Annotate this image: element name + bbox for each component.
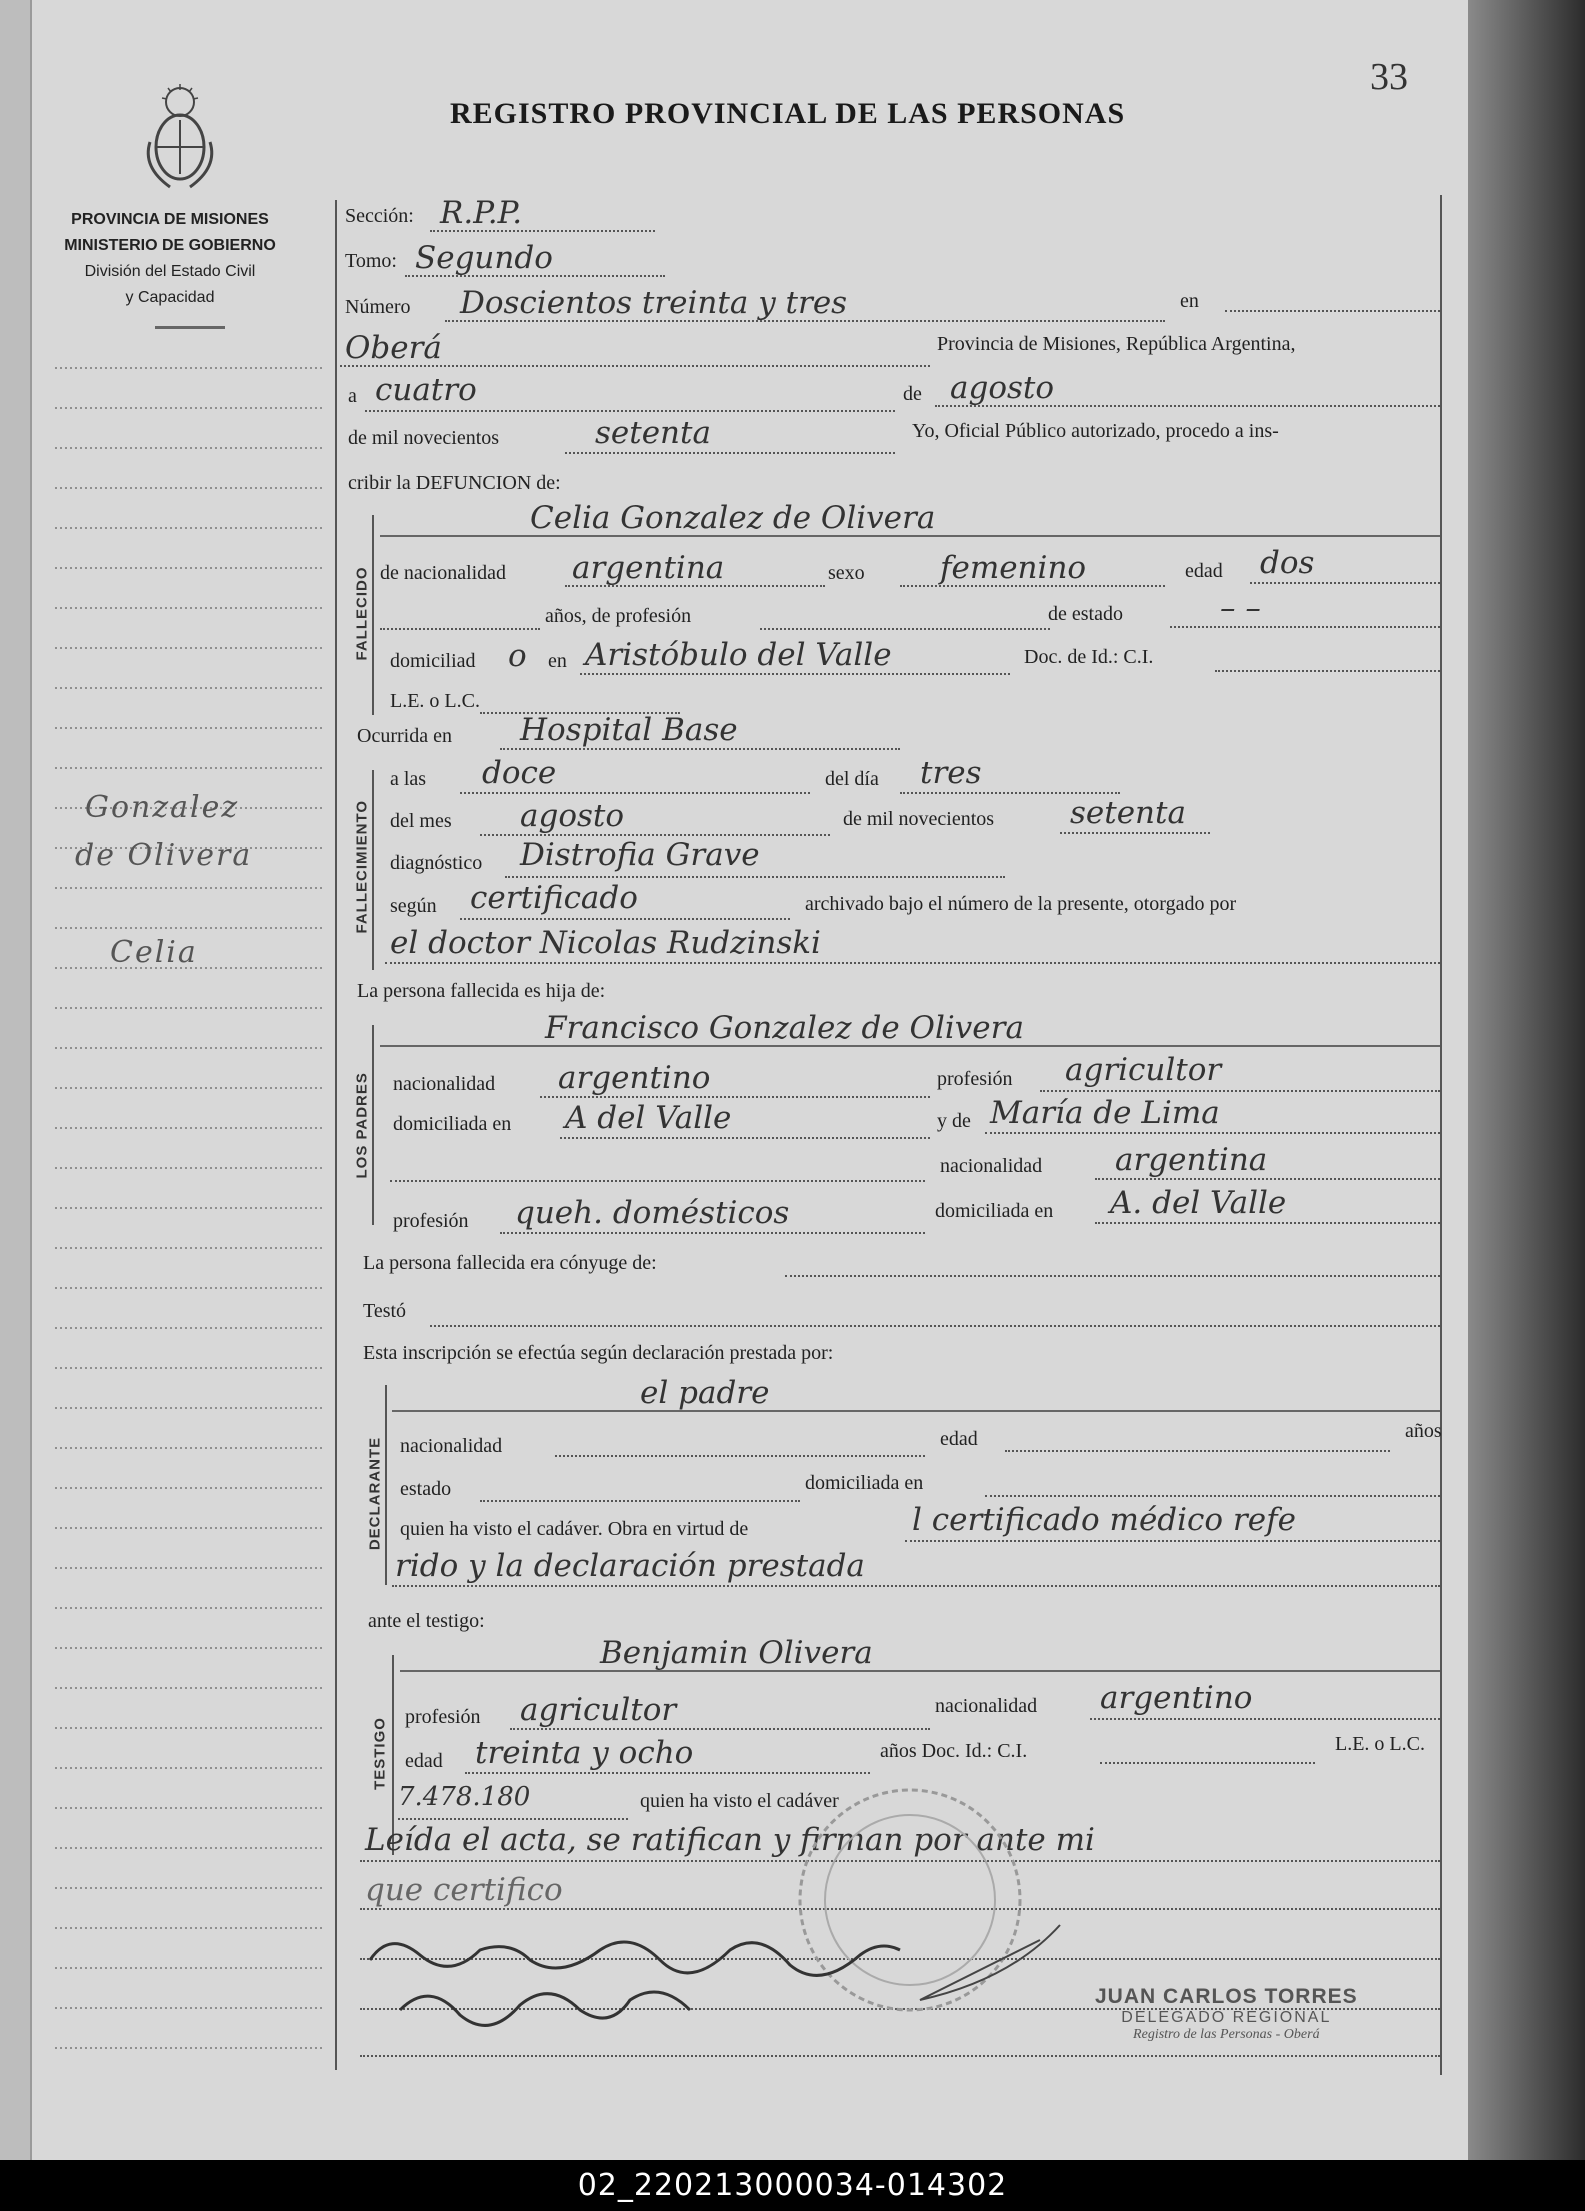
segun-line (460, 918, 790, 920)
declarante-edad-line (1005, 1450, 1390, 1452)
testo-line (430, 1325, 1440, 1327)
hora-line (460, 792, 810, 794)
testigo-prof-line (510, 1728, 930, 1730)
ano-fall-value: setenta (1070, 795, 1186, 831)
doctor-line (385, 962, 1440, 964)
book-edge (1468, 0, 1585, 2160)
padre-prof-line (1040, 1090, 1440, 1092)
provincia-text: Provincia de Misiones, República Argentina, (937, 333, 1296, 355)
testigo-name-line (400, 1670, 1440, 1672)
testo-label: Testó (363, 1300, 407, 1322)
y-de-label: y de (937, 1110, 971, 1132)
estado-value: – – (1220, 590, 1261, 626)
declarante-value: el padre (640, 1375, 770, 1411)
padre-dom-label: domiciliada en (393, 1113, 512, 1135)
quien-visto2-label: quien ha visto el cadáver (640, 1790, 839, 1812)
de-estado-label: de estado (1048, 603, 1123, 625)
a-label: a (348, 385, 357, 407)
testigo-prof-label: profesión (405, 1706, 481, 1728)
testigo-doc-value: 7.478.180 (398, 1782, 531, 1812)
segun-label: según (390, 895, 437, 917)
conyuge-line (785, 1275, 1440, 1277)
le-o-lc-label: L.E. o L.C. (1335, 1733, 1425, 1755)
padres-blank-line (390, 1180, 925, 1182)
obra-line (905, 1540, 1440, 1542)
diagnostico-label: diagnóstico (390, 852, 483, 874)
fallecido-name-line (380, 535, 1440, 537)
cribir-text: cribir la DEFUNCION de: (348, 472, 561, 494)
conyuge-label: La persona fallecida era cónyuge de: (363, 1252, 657, 1274)
le-lc-label: L.E. o L.C. (390, 690, 480, 712)
margin-ruled-lines (55, 360, 340, 2060)
mes-fall-value: agosto (520, 798, 625, 834)
division-line: División del Estado Civil (84, 263, 256, 280)
testigo-edad-line (465, 1772, 870, 1774)
ocurrida-value: Hospital Base (520, 712, 738, 748)
de-label: de (903, 383, 922, 405)
madre-prof-label: profesión (393, 1210, 469, 1232)
form-right-border (1440, 195, 1442, 2075)
madre-name-line (985, 1132, 1440, 1134)
madre-nac-line (1095, 1178, 1440, 1180)
domiciliado-label: domiciliad (390, 650, 476, 672)
page-binding-edge (0, 0, 32, 2160)
padre-nac-value: argentino (558, 1060, 711, 1096)
domiciliado-suffix: o (508, 638, 527, 674)
padre-dom-value: A del Valle (565, 1100, 732, 1136)
hora-value: doce (482, 755, 557, 791)
margin-firstname: Celia (110, 935, 198, 970)
padre-prof-label: profesión (937, 1068, 1013, 1090)
scan-filename-bar: 02_220213000034-014302 (0, 2160, 1585, 2211)
testigo-edad-value: treinta y ocho (475, 1735, 694, 1771)
madre-prof-value: queh. domésticos (515, 1195, 790, 1231)
oficial-text: Yo, Oficial Público autorizado, procedo a ins- (912, 420, 1279, 442)
madre-nac-value: argentina (1115, 1142, 1268, 1178)
obra-line-2 (392, 1585, 1440, 1587)
inscripcion-text: Esta inscripción se efectúa según declaración prestada por: (363, 1342, 834, 1364)
ano-value: setenta (595, 415, 711, 451)
madre-dom-label: domiciliada en (935, 1200, 1054, 1222)
sexo-label: sexo (828, 562, 865, 584)
coat-of-arms-icon (140, 82, 220, 197)
quien-visto-label: quien ha visto el cadáver. Obra en virtud de (400, 1518, 749, 1540)
segun-value: certificado (470, 880, 638, 916)
official-stamp (1095, 1985, 1358, 2043)
del-mes-label: del mes (390, 810, 452, 832)
seccion-value: R.P.P. (440, 195, 523, 231)
madre-nac-label: nacionalidad (940, 1155, 1043, 1177)
nacionalidad-label: de nacionalidad (380, 562, 507, 584)
dia-line (365, 410, 895, 412)
tomo-value: Segundo (415, 240, 553, 276)
tomo-label: Tomo: (345, 250, 397, 272)
testigo-name: Benjamin Olivera (600, 1635, 873, 1671)
declarante-dom-label: domiciliada en (805, 1472, 924, 1494)
lugar-line (340, 365, 930, 367)
testigo-edad-label: edad (405, 1750, 443, 1772)
madre-prof-line (500, 1232, 925, 1234)
province-line: PROVINCIA DE MISIONES (71, 211, 269, 228)
ocurrida-label: Ocurrida en (357, 725, 452, 747)
seccion-label: Sección: (345, 205, 414, 227)
archivado-text: archivado bajo el número de la presente, otorgado por (805, 893, 1237, 915)
page-number: 33 (1370, 56, 1408, 98)
sexo-line (900, 585, 1165, 587)
sexo-value: femenino (940, 550, 1087, 586)
lugar-value: Oberá (345, 330, 442, 366)
form-left-border (335, 200, 337, 2070)
padre-dom-line (560, 1137, 930, 1139)
declarante-rule (385, 1385, 387, 1585)
numero-line (445, 320, 1165, 322)
page-title: REGISTRO PROVINCIAL DE LAS PERSONAS (450, 97, 1126, 130)
stamp-role: DELEGADO REGIONAL (1121, 2009, 1332, 2026)
de-mil-label: de mil novecientos (348, 427, 500, 449)
edad-line (1250, 582, 1440, 584)
doctor-value: el doctor Nicolas Rudzinski (390, 925, 821, 961)
fallecido-section-label: FALLECIDO (353, 566, 371, 661)
domicilio-value: Aristóbulo del Valle (585, 637, 892, 673)
testigo-nac-line (1090, 1718, 1440, 1720)
doc-id-label: Doc. de Id.: C.I. (1024, 646, 1154, 668)
declarante-section-label: DECLARANTE (366, 1436, 384, 1551)
declarante-line (392, 1410, 1440, 1412)
mes-line (935, 405, 1440, 407)
padres-section-label: LOS PADRES (353, 1072, 371, 1179)
hija-de-text: La persona fallecida es hija de: (357, 980, 606, 1002)
stamp-office: Registro de las Personas - Oberá (1133, 2027, 1320, 2042)
declarante-edad-label: edad (940, 1428, 978, 1450)
edad-label: edad (1185, 560, 1223, 582)
doc-id-line (1215, 670, 1440, 672)
mes-fall-line (480, 834, 830, 836)
dia-value: cuatro (375, 372, 477, 408)
header-underline (155, 326, 225, 329)
madre-dom-value: A. del Valle (1110, 1185, 1287, 1221)
capacity-line: y Capacidad (125, 289, 215, 306)
fallecimiento-section-label: FALLECIMIENTO (353, 799, 371, 934)
margin-surname-2: de Olivera (75, 838, 253, 873)
en-label: en (1180, 290, 1199, 312)
numero-value: Doscientos treinta y tres (460, 285, 848, 321)
ocurrida-line (500, 748, 900, 750)
anos-profesion-label: años, de profesión (545, 605, 692, 627)
declarante-estado-line (480, 1500, 800, 1502)
fallecimiento-rule (372, 770, 374, 970)
de-mil-nov-label: de mil novecientos (843, 808, 995, 830)
a-las-label: a las (390, 768, 427, 790)
testigo-prof-value: agricultor (520, 1692, 677, 1728)
domicilio-line (580, 673, 1010, 675)
anos-line (380, 628, 540, 630)
estado-line (1170, 626, 1440, 628)
edad-value: dos (1260, 545, 1315, 581)
ano-fall-line (1060, 832, 1210, 834)
padre-name: Francisco Gonzalez de Olivera (545, 1010, 1024, 1046)
leida-text: Leída el acta, se ratifican y firman por ante mi (365, 1822, 1095, 1858)
padre-nac-label: nacionalidad (393, 1073, 496, 1095)
declarante-dom-line (985, 1495, 1440, 1497)
padre-name-line (380, 1045, 1440, 1047)
dia-fall-line (900, 792, 1120, 794)
declarante-nac-line (555, 1455, 925, 1457)
province-header (40, 207, 300, 311)
dia-fall-value: tres (920, 755, 982, 791)
padres-rule (372, 1025, 374, 1225)
testigo-nac-value: argentino (1100, 1680, 1253, 1716)
tomo-line (405, 275, 665, 277)
nacionalidad-line (565, 585, 825, 587)
signature-1 (360, 1920, 1080, 2055)
testigo-section-label: TESTIGO (371, 1717, 389, 1790)
declarante-anos-label: años (1405, 1420, 1442, 1442)
obra-value: l certificado médico refe (912, 1502, 1296, 1538)
stamp-name: JUAN CARLOS TORRES (1095, 1985, 1358, 2008)
madre-name: María de Lima (990, 1095, 1220, 1131)
declarante-estado-label: estado (400, 1478, 452, 1500)
en-domicilio-label: en (548, 650, 567, 672)
madre-dom-line (1095, 1222, 1440, 1224)
obra-value-2: rido y la declaración prestada (395, 1548, 865, 1584)
ministry-line: MINISTERIO DE GOBIERNO (64, 237, 276, 254)
signature-line-3 (360, 2055, 1440, 2057)
seccion-line (430, 230, 655, 232)
nacionalidad-value: argentina (572, 550, 725, 586)
certifico-text: que certifico (365, 1872, 563, 1908)
anos-doc-line (1100, 1762, 1315, 1764)
anos-doc-label: años Doc. Id.: C.I. (880, 1740, 1028, 1762)
diagnostico-line (505, 876, 1005, 878)
numero-label: Número (345, 296, 411, 318)
fallecido-name: Celia Gonzalez de Olivera (530, 500, 936, 536)
padre-nac-line (540, 1096, 930, 1098)
testigo-doc-line (398, 1818, 628, 1820)
ante-testigo-label: ante el testigo: (368, 1610, 485, 1632)
mes-value: agosto (950, 370, 1055, 406)
en-line (1225, 310, 1440, 312)
padre-prof-value: agricultor (1065, 1052, 1222, 1088)
margin-surname: Gonzalez (85, 790, 240, 825)
ano-line (565, 452, 895, 454)
fallecido-rule (372, 515, 374, 715)
testigo-nac-label: nacionalidad (935, 1695, 1038, 1717)
del-dia-label: del día (825, 768, 879, 790)
profesion-line (760, 628, 1050, 630)
diagnostico-value: Distrofia Grave (520, 837, 760, 873)
declarante-nac-label: nacionalidad (400, 1435, 503, 1457)
